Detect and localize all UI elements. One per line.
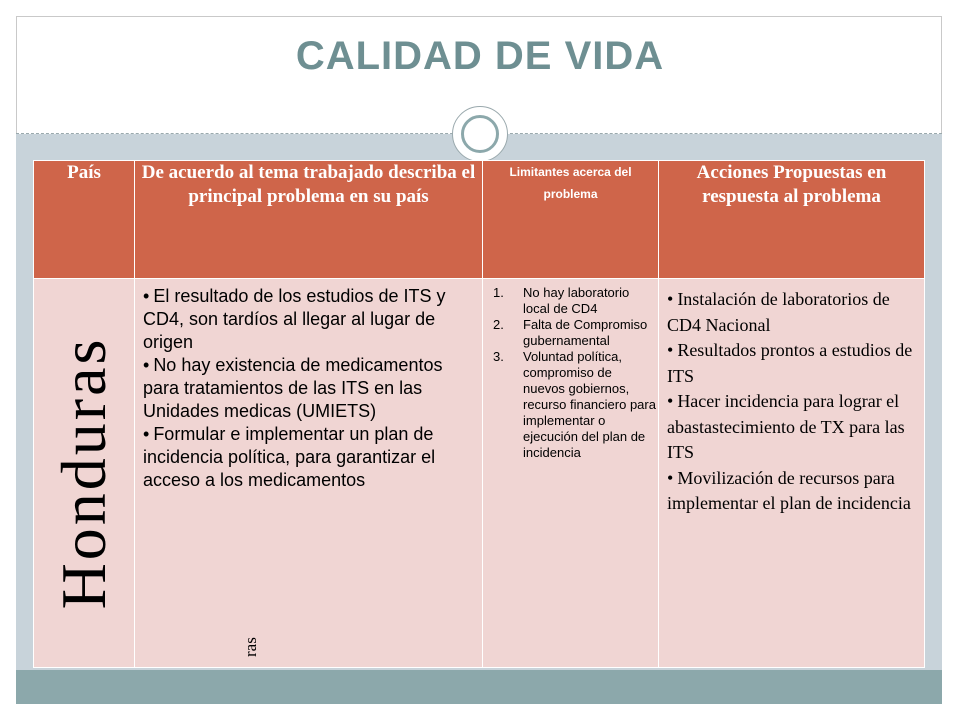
list-item: • Instalación de laboratorios de CD4 Nacional xyxy=(667,289,890,335)
problem-cell xyxy=(135,279,483,668)
table-row xyxy=(34,279,925,668)
country-name: Honduras xyxy=(48,336,119,610)
country-table xyxy=(33,160,925,668)
table-header-row xyxy=(34,161,925,279)
circle-ornament-icon xyxy=(452,106,508,162)
list-item: 1. No hay laboratorio local de CD4 xyxy=(493,285,630,316)
list-item: • Movilización de recursos para implementar el plan de incidencia xyxy=(667,467,911,513)
header-limitations: Limitantes acerca del problema xyxy=(483,161,659,279)
country-cell xyxy=(34,279,135,668)
list-item: • El resultado de los estudios de ITS y CD4, son tardíos al llegar al lugar de origen xyxy=(143,286,446,352)
footer-band xyxy=(16,670,942,704)
header-actions: Acciones Propuestas en respuesta al problema xyxy=(659,161,925,279)
list-item: • No hay existencia de medicamentos para tratamientos de las ITS en las Unidades medicas (UMIETS) xyxy=(143,355,443,421)
list-item: 2. Falta de Compromiso gubernamental xyxy=(493,317,648,348)
header-country: País xyxy=(34,161,135,279)
slide-title: CALIDAD DE VIDA xyxy=(295,34,665,78)
problem-list xyxy=(135,285,482,492)
header-problem: De acuerdo al tema trabajado describa el principal problema en su país xyxy=(135,161,483,279)
circle-ornament-inner xyxy=(461,115,499,153)
list-item: • Resultados prontos a estudios de ITS xyxy=(667,340,913,386)
list-item: • Hacer incidencia para lograr el abastastecimiento de TX para las ITS xyxy=(667,391,905,462)
list-item: 3. Voluntad política, compromiso de nuevos gobiernos, recurso financiero para implementar o ejecución del plan de incidencia xyxy=(493,349,656,460)
limitations-cell xyxy=(483,279,659,668)
rotated-text-fragment: ras xyxy=(241,637,260,657)
actions-cell xyxy=(659,279,925,668)
actions-list xyxy=(659,287,924,517)
list-item: • Formular e implementar un plan de incidencia política, para garantizar el acceso a los medicamentos xyxy=(143,424,436,490)
limitations-list xyxy=(483,285,658,461)
